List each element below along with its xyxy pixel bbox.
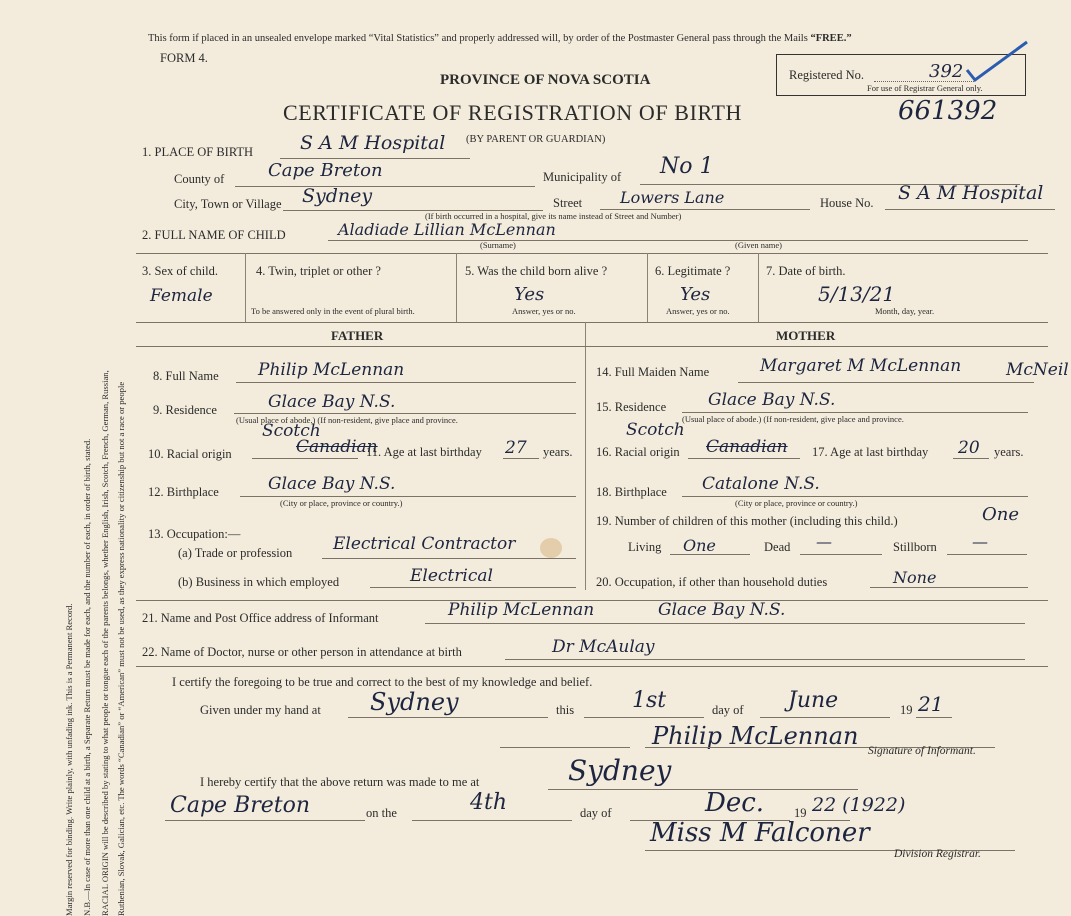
street-value: Lowers Lane — [620, 188, 725, 207]
mother-name-value: Margaret M McLennan — [760, 356, 962, 376]
margin-instructions — [0, 0, 132, 916]
mother-birthplace-value: Catalone N.S. — [702, 474, 820, 494]
given-place: Sydney — [370, 688, 459, 716]
registered-label: Registered No. — [789, 68, 864, 82]
registered-value: 392 — [929, 61, 964, 82]
registrar-day-of-label: day of — [580, 806, 612, 820]
child-name-label: 2. FULL NAME OF CHILD — [142, 228, 286, 242]
check-mark-icon — [965, 38, 1030, 83]
registrar-day: 4th — [470, 790, 508, 815]
mother-age-label: 17. Age at last birthday — [812, 445, 929, 459]
certify-month: June — [788, 688, 839, 713]
trade-value: Electrical Contractor — [333, 534, 516, 554]
surname-note: (Surname) — [480, 240, 516, 250]
mother-name-extra: McNeil — [1006, 360, 1069, 380]
father-birthplace-value: Glace Bay N.S. — [268, 474, 396, 494]
alive-note: Answer, yes or no. — [512, 306, 576, 316]
by-parent-note: (BY PARENT OR GUARDIAN) — [466, 134, 606, 145]
stillborn-value: — — [972, 532, 988, 551]
business-value: Electrical — [410, 566, 493, 586]
province-heading: PROVINCE OF NOVA SCOTIA — [440, 72, 651, 88]
legit-note: Answer, yes or no. — [666, 306, 730, 316]
stillborn-label: Stillborn — [893, 540, 937, 554]
legit-value: Yes — [680, 284, 711, 305]
doctor-value: Dr McAulay — [552, 637, 655, 657]
living-value: One — [683, 536, 716, 555]
city-label: City, Town or Village — [174, 197, 282, 211]
father-name-label: 8. Full Name — [153, 369, 219, 383]
birth-date-value: 5/13/21 — [818, 282, 896, 306]
business-label: (b) Business in which employed — [178, 575, 340, 589]
certify-day: 1st — [632, 688, 667, 713]
registrar-month: Dec. — [705, 788, 765, 818]
municipality-label: Municipality of — [543, 170, 622, 184]
city-value: Sydney — [302, 185, 373, 207]
father-birthplace-label: 12. Birthplace — [148, 485, 219, 499]
county-value: Cape Breton — [268, 160, 383, 181]
mother-residence-value: Glace Bay N.S. — [708, 390, 836, 410]
certify-statement: I certify the foregoing to be true and correct to the best of my knowledge and belief. — [172, 675, 593, 689]
father-name-value: Philip McLennan — [258, 360, 405, 380]
mother-racial-struck: Canadian — [706, 437, 788, 457]
title-number: 661392 — [898, 96, 998, 126]
document-title: CERTIFICATE OF REGISTRATION OF BIRTH — [283, 100, 742, 125]
mother-age-value: 20 — [958, 438, 980, 458]
mother-racial-value: Scotch — [626, 420, 685, 440]
father-racial-label: 10. Racial origin — [148, 447, 232, 461]
father-heading: FATHER — [331, 328, 384, 343]
given-under-label: Given under my hand at — [200, 703, 321, 717]
given-name-note: (Given name) — [735, 240, 782, 250]
certify-year-prefix: 19 — [900, 703, 913, 717]
registrar-place: Sydney — [568, 754, 672, 787]
legit-label: 6. Legitimate ? — [655, 264, 731, 278]
registered-note: For use of Registrar General only. — [867, 83, 983, 93]
child-name-value: Aladiade Lillian McLennan — [338, 220, 556, 239]
registrar-signature: Miss M Falconer — [650, 818, 870, 848]
signature-label: Signature of Informant. — [868, 745, 976, 757]
twin-note: To be answered only in the event of plural birth. — [251, 306, 415, 316]
father-residence-value: Glace Bay N.S. — [268, 392, 396, 412]
county-label: County of — [174, 172, 225, 186]
birth-date-label: 7. Date of birth. — [766, 264, 846, 278]
registrar-county: Cape Breton — [170, 793, 311, 818]
sex-value: Female — [150, 286, 213, 306]
twin-label: 4. Twin, triplet or other ? — [256, 264, 381, 278]
registrar-year: 22 (1922) — [812, 794, 906, 816]
living-label: Living — [628, 540, 662, 554]
margin-line-2: N.B.—In case of more than one child at a birth, a Separate Return must be made for each, and the number of each, in order of birth, stated. — [82, 438, 92, 916]
mother-residence-label: 15. Residence — [596, 400, 667, 414]
hospital-note: (If birth occurred in a hospital, give its name instead of Street and Number) — [425, 211, 682, 221]
alive-value: Yes — [514, 284, 545, 305]
mother-occupation-value: None — [893, 568, 937, 587]
father-years-label: years. — [543, 445, 573, 459]
children-count-label: 19. Number of children of this mother (including this child.) — [596, 514, 898, 528]
municipality-value: No 1 — [660, 154, 714, 179]
certify-year: 21 — [918, 692, 944, 716]
alive-label: 5. Was the child born alive ? — [465, 264, 608, 278]
mother-heading: MOTHER — [776, 328, 836, 343]
mother-occupation-label: 20. Occupation, if other than household duties — [596, 575, 828, 589]
place-of-birth-label: 1. PLACE OF BIRTH — [142, 145, 254, 159]
margin-line-3: RACIAL ORIGIN will be described by stating to what people or tongue each of the parents belongs, whether English, Irish, Scotch, French, German, Russian, — [100, 370, 110, 916]
mother-residence-note: (Usual place of abode.) (If non-resident, give place and province. — [682, 414, 904, 424]
street-label: Street — [553, 196, 583, 210]
house-label: House No. — [820, 196, 874, 210]
postal-notice: This form if placed in an unsealed envelope marked “Vital Statistics” and properly addressed will, by order of the Postmaster General pass through the Mails “FREE.” — [148, 33, 852, 44]
trade-label: (a) Trade or profession — [178, 546, 293, 560]
informant-label: 21. Name and Post Office address of Informant — [142, 611, 379, 625]
mother-name-label: 14. Full Maiden Name — [596, 365, 710, 379]
children-count-value: One — [982, 504, 1020, 525]
father-occupation-label: 13. Occupation:— — [148, 527, 241, 541]
certify-day-of-label: day of — [712, 703, 744, 717]
father-age-label: 11. Age at last birthday — [366, 445, 482, 459]
informant-signature: Philip McLennan — [652, 722, 859, 750]
dead-label: Dead — [764, 540, 791, 554]
sex-label: 3. Sex of child. — [142, 264, 219, 278]
father-residence-label: 9. Residence — [153, 403, 217, 417]
mother-birthplace-note: (City or place, province or country.) — [735, 498, 858, 508]
informant-address: Glace Bay N.S. — [658, 600, 786, 620]
this-label: this — [556, 703, 575, 717]
margin-line-1: Margin reserved for binding. Write plainly, with unfading ink. This is a Permanent Record. — [64, 603, 74, 916]
house-value: S A M Hospital — [898, 182, 1044, 204]
registrar-statement: I hereby certify that the above return was made to me at — [200, 775, 480, 789]
form-number: FORM 4. — [160, 51, 208, 65]
doctor-label: 22. Name of Doctor, nurse or other person in attendance at birth — [142, 645, 462, 659]
father-racial-value: Scotch — [262, 421, 321, 441]
mother-birthplace-label: 18. Birthplace — [596, 485, 667, 499]
place-of-birth-value: S A M Hospital — [300, 132, 446, 154]
father-age-value: 27 — [505, 438, 527, 458]
free-label: “FREE.” — [810, 33, 852, 44]
division-registrar-label: Division Registrar. — [894, 848, 981, 860]
father-racial-struck: Canadian — [296, 437, 378, 457]
father-birthplace-note: (City or place, province or country.) — [280, 498, 403, 508]
mother-racial-label: 16. Racial origin — [596, 445, 680, 459]
birth-date-note: Month, day, year. — [875, 306, 935, 316]
mother-years-label: years. — [994, 445, 1024, 459]
dead-value: — — [816, 532, 832, 551]
father-residence-note: (Usual place of abode.) (If non-resident, give place and province. — [236, 415, 458, 425]
informant-name: Philip McLennan — [448, 600, 595, 620]
margin-line-4: Ruthenian, Slovak, Galician, etc. The words “Canadian” or “American” must not be used, as they express nationality or citizenship but not a race or people — [116, 381, 126, 916]
registrar-on-the: on the — [366, 806, 397, 820]
registrar-year-prefix: 19 — [794, 806, 807, 820]
stain-mark — [540, 538, 562, 558]
